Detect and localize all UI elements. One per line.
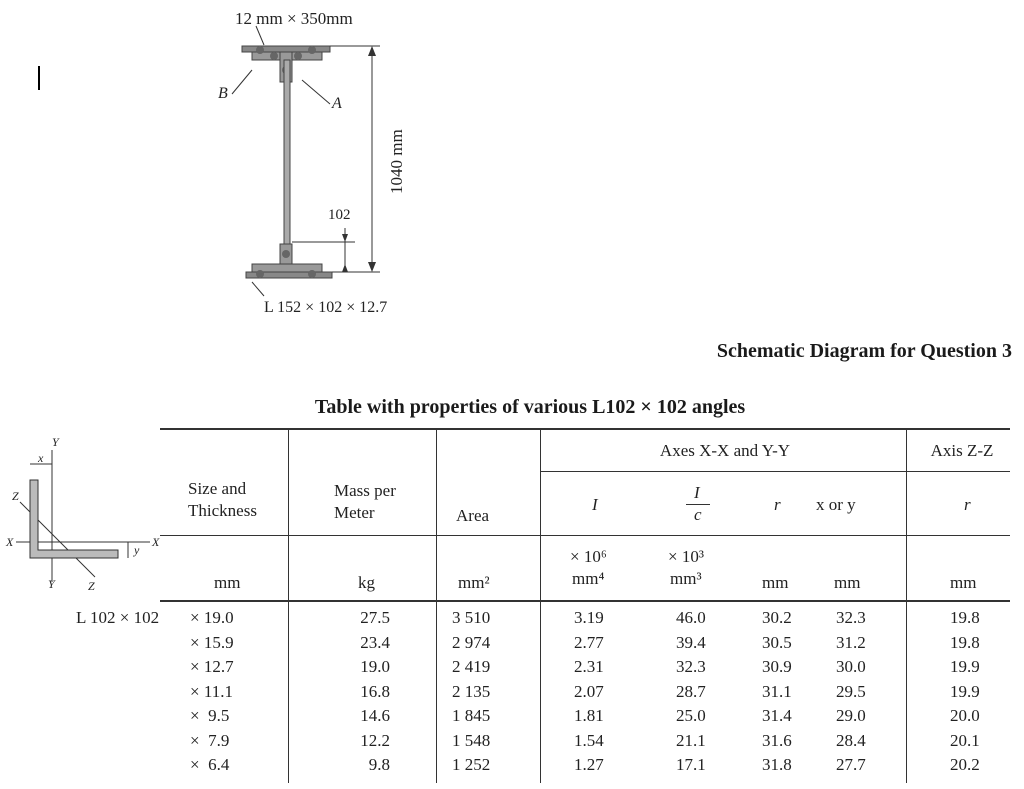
- unit-i-mult: × 10⁶: [570, 547, 607, 566]
- cell-mass: 23.4: [360, 632, 390, 652]
- leader-a: [302, 80, 330, 104]
- cell-mass: 9.8: [368, 755, 390, 774]
- cell-xy: 28.4: [836, 730, 866, 750]
- cell-Ic: 46.0: [676, 608, 706, 627]
- arrow-offset-top: [342, 234, 348, 242]
- cell-xy: 29.5: [836, 681, 866, 701]
- cell-r: 31.8: [762, 755, 792, 774]
- cell-thick: × 7.9: [190, 730, 230, 750]
- vrule-2: [436, 428, 437, 783]
- offset-label: 102: [328, 207, 351, 223]
- group-header-zz: Axis Z-Z: [930, 441, 994, 460]
- col-header-size: Size and Thickness: [188, 479, 257, 520]
- axis-x-right: X: [152, 535, 160, 549]
- cell-I: 1.54: [574, 730, 604, 750]
- axis-z-top: Z: [12, 489, 19, 503]
- axis-x-left: X: [6, 535, 14, 549]
- unit-xy: mm: [834, 573, 861, 592]
- cell-xy: 32.3: [836, 608, 866, 627]
- rivet: [256, 46, 264, 54]
- cell-I: 3.19: [574, 608, 604, 627]
- label-a: A: [332, 95, 342, 112]
- plate-leader: [256, 26, 264, 45]
- cell-I: 2.07: [574, 681, 604, 701]
- cell-thick: × 19.0: [190, 608, 234, 627]
- cell-xy: 27.7: [836, 755, 866, 774]
- rivet: [308, 46, 316, 54]
- rivet: [282, 250, 290, 258]
- cell-I: 1.81: [574, 706, 604, 725]
- vrule-1: [288, 428, 289, 783]
- unit-r: mm: [762, 573, 789, 592]
- arrow-up: [368, 46, 376, 56]
- cell-area: 2 974: [452, 632, 491, 652]
- col-header-ic-den: c: [694, 505, 702, 524]
- cell-thick: × 6.4: [190, 755, 230, 774]
- vrule-4: [906, 428, 907, 783]
- cell-r: 31.4: [762, 706, 792, 725]
- cell-I: 2.31: [574, 657, 604, 676]
- depth-label: 1040 mm: [387, 129, 406, 194]
- unit-mass: kg: [358, 573, 375, 592]
- cell-Ic: 32.3: [676, 657, 706, 676]
- cell-thick: × 11.1: [190, 681, 233, 701]
- cell-xy: 30.0: [836, 657, 866, 676]
- leader-b: [232, 70, 252, 94]
- col-header-r: r: [774, 495, 781, 514]
- axis-y-top: Y: [52, 435, 59, 449]
- cell-Ic: 28.7: [676, 681, 706, 701]
- cell-r: 31.1: [762, 681, 792, 701]
- col-header-xy: x or y: [816, 495, 856, 514]
- cell-mass: 27.5: [360, 608, 390, 627]
- cell-mass: 14.6: [360, 706, 390, 725]
- rivet: [270, 52, 278, 60]
- col-header-rz: r: [964, 495, 971, 514]
- cell-I: 1.27: [574, 755, 604, 774]
- unit-ic-mult: × 10³: [668, 547, 704, 566]
- rivet: [294, 52, 302, 60]
- arrow-offset-bottom: [342, 264, 348, 272]
- unit-ic: mm³: [670, 569, 702, 588]
- label-x-small: x: [38, 451, 44, 465]
- rivet: [256, 270, 264, 278]
- rivet: [308, 270, 316, 278]
- cell-area: 3 510: [452, 608, 491, 627]
- girder-schematic: [190, 0, 480, 325]
- cell-rz: 19.8: [950, 632, 980, 652]
- cell-Ic: 39.4: [676, 632, 706, 652]
- cell-rz: 20.2: [950, 755, 980, 774]
- col-header-ic-num: I: [694, 483, 700, 502]
- cell-mass: 19.0: [360, 657, 390, 676]
- label-b: B: [218, 85, 228, 102]
- col-header-i: I: [592, 495, 598, 514]
- col-header-area: Area: [456, 506, 490, 525]
- cell-xy: 29.0: [836, 706, 866, 725]
- cell-thick: × 12.7: [190, 657, 234, 676]
- cell-rz: 19.8: [950, 608, 980, 627]
- cell-area: 2 419: [452, 657, 491, 676]
- cell-area: 1 845: [452, 706, 491, 725]
- cell-Ic: 25.0: [676, 706, 706, 725]
- angle-shape: [30, 480, 118, 558]
- cell-rz: 19.9: [950, 681, 980, 701]
- plate-label: 12 mm × 350mm: [235, 9, 353, 28]
- cell-xy: 31.2: [836, 632, 866, 652]
- angle-label: L 152 × 102 × 12.7: [264, 299, 388, 316]
- cell-rz: 19.9: [950, 657, 980, 676]
- cell-thick: × 9.5: [190, 706, 230, 725]
- angle-section-icon: [0, 432, 170, 602]
- axis-z-bottom: Z: [88, 579, 95, 593]
- unit-area: mm²: [458, 573, 490, 592]
- web-plate: [284, 60, 290, 270]
- unit-rz: mm: [950, 573, 977, 592]
- cell-area: 1 548: [452, 730, 491, 750]
- cell-r: 30.5: [762, 632, 792, 652]
- vrule-3: [540, 428, 541, 783]
- unit-i: mm⁴: [572, 569, 605, 588]
- arrow-down: [368, 262, 376, 272]
- angle-leader: [252, 282, 264, 296]
- axis-y-bottom: Y: [48, 577, 55, 591]
- cell-mass: 16.8: [360, 681, 390, 701]
- cell-thick: × 15.9: [190, 632, 234, 652]
- cell-r: 30.2: [762, 608, 792, 627]
- schematic-caption: Schematic Diagram for Question 3: [716, 340, 1012, 362]
- cell-mass: 12.2: [360, 730, 390, 750]
- cell-Ic: 21.1: [676, 730, 706, 750]
- label-y-small: y: [134, 543, 140, 557]
- cell-r: 31.6: [762, 730, 792, 750]
- cell-area: 1 252: [452, 755, 491, 774]
- group-rule: [540, 471, 1010, 472]
- cell-rz: 20.1: [950, 730, 980, 750]
- cell-rz: 20.0: [950, 706, 980, 725]
- cell-area: 2 135: [452, 681, 491, 701]
- cell-Ic: 17.1: [676, 755, 706, 774]
- group-header-xy: Axes X-X and Y-Y: [659, 441, 791, 460]
- top-flange-plate: [242, 46, 330, 52]
- cell-r: 30.9: [762, 657, 792, 676]
- col-header-mass: Mass per Meter: [334, 481, 396, 522]
- cell-I: 2.77: [574, 632, 604, 652]
- unit-size: mm: [214, 573, 241, 592]
- row-prefix: L 102 × 102: [76, 608, 160, 627]
- table-title: Table with properties of various L102 × 102 angles: [314, 396, 746, 418]
- text-cursor: [38, 66, 40, 90]
